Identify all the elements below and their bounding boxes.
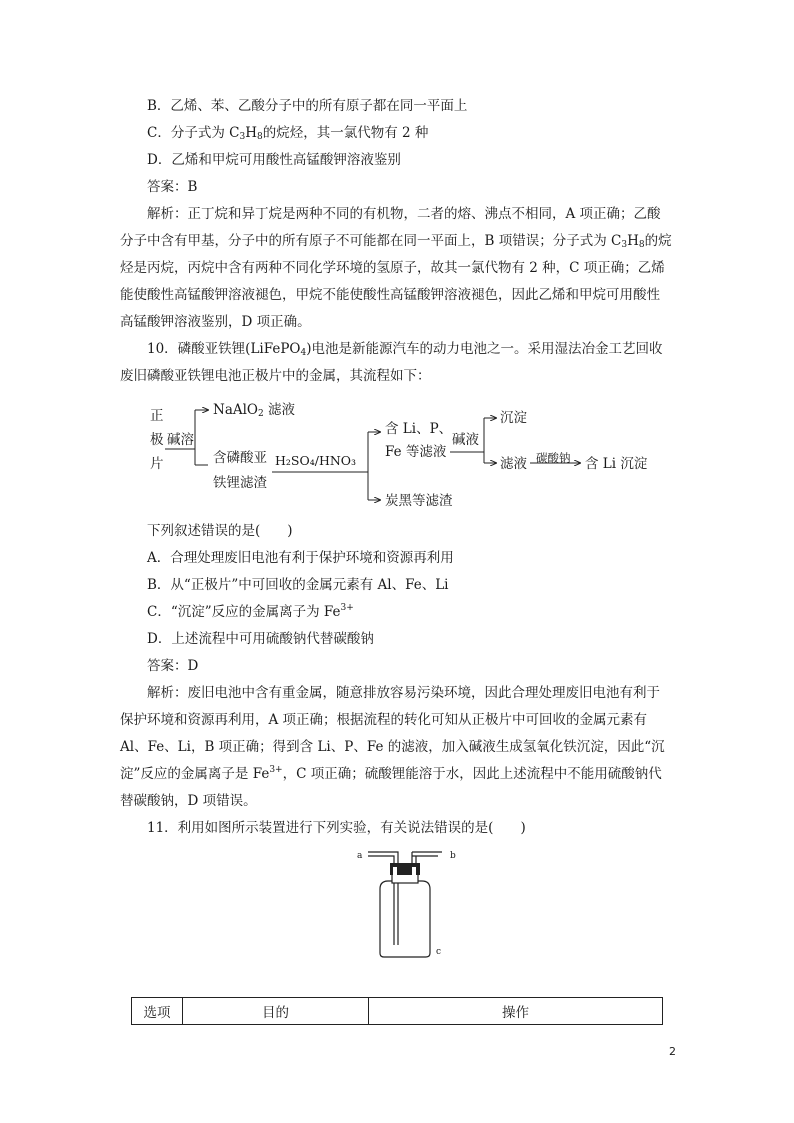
flow-reagent-acid: H₂SO₄/HNO₃ [275, 453, 357, 468]
flow-start-char1: 正 [150, 408, 164, 424]
gas-bottle-apparatus [350, 845, 460, 965]
q10-answer: 答案：D [147, 658, 199, 674]
analysis-q9-line1: 解析：正丁烷和异丁烷是两种不同的有机物，二者的熔、沸点不相同，A 项正确；乙酸 [147, 206, 661, 222]
flow-residue1-line2: 铁锂滤渣 [213, 475, 267, 491]
label-a: a [357, 851, 363, 861]
analysis-q9-line5: 高锰酸钾溶液鉴别，D 项正确。 [120, 314, 311, 330]
q10-analysis-line1: 解析：废旧电池中含有重金属，随意排放容易污染环境，因此合理处理废旧电池有利于 [147, 685, 660, 701]
q10-analysis-line2: 保护环境和资源再利用，A 项正确；根据流程的转化可知从正极片中可回收的金属元素有 [120, 712, 648, 728]
analysis-q9-line3: 烃是丙烷，丙烷中含有两种不同化学环境的氢原子，故其一氯代物有 2 种，C 项正确；乙烯 [120, 260, 665, 276]
q10-option-c: C．“沉淀”反应的金属离子为 $Fe^{3+}$ [147, 603, 354, 620]
label-c: c [436, 947, 442, 957]
options-table [131, 997, 663, 1025]
page-number: 2 [669, 1045, 676, 1058]
flow-filtrate2-line1: 含 Li、P、 [385, 421, 453, 437]
flow-reagent-base: 碱液 [452, 432, 479, 448]
option-d: D．乙烯和甲烷可用酸性高锰酸钾溶液鉴别 [147, 152, 401, 168]
flow-residue2: 炭黑等滤渣 [385, 493, 453, 509]
flow-final-product: 含 Li 沉淀 [585, 456, 648, 472]
flow-reagent-alkali: 碱溶 [167, 432, 194, 448]
q10-option-b: B．从“正极片”中可回收的金属元素有 Al、Fe、Li [147, 577, 449, 593]
label-b: b [450, 851, 456, 861]
answer-q9: 答案：B [147, 179, 198, 195]
table-header-purpose: 目的 [183, 998, 369, 1025]
bottle-body [380, 881, 430, 957]
flow-start-char2: 极 [150, 432, 164, 448]
analysis-q9-line2: 分子中含有甲基，分子中的所有原子不可能都在同一平面上，B 项错误；分子式为 $C_3H_8$的烷 [120, 233, 672, 250]
flow-filtrate2-line2: Fe 等滤液 [385, 444, 447, 460]
flow-reagent-na2co3: 碳酸钠 [536, 451, 571, 465]
q10-stem-line1: 10．磷酸亚铁锂(LiFePO$_4$)电池是新能源汽车的动力电池之一。采用湿法冶金工艺回收 [147, 341, 663, 358]
q10-option-a: A．合理处理废旧电池有利于保护环境和资源再利用 [147, 550, 454, 566]
q10-stem-line2: 废旧磷酸亚铁锂电池正极片中的金属，其流程如下： [120, 368, 431, 384]
analysis-q9-line4: 能使酸性高锰酸钾溶液褪色，甲烷不能使酸性高锰酸钾溶液褪色，因此乙烯和甲烷可用酸性 [120, 287, 660, 303]
option-c: C．分子式为 $C_3H_8$的烷烃，其一氯代物有 2 种 [147, 125, 429, 142]
table-header-operation: 操作 [369, 998, 663, 1025]
q10-analysis-line3: Al、Fe、Li，B 项正确；得到含 Li、P、Fe 的滤液，加入碱液生成氢氧化铁沉淀，因此“沉 [120, 739, 665, 755]
flow-filtrate3: 滤液 [500, 456, 527, 472]
table-header-option: 选项 [132, 998, 183, 1025]
flow-precipitate: 沉淀 [500, 410, 527, 426]
q10-option-d: D．上述流程中可用硫酸钠代替碳酸钠 [147, 631, 374, 647]
q10-analysis-line5: 替碳酸钠，D 项错误。 [120, 793, 257, 809]
flow-residue1-line1: 含磷酸亚 [213, 450, 267, 466]
option-b: B．乙烯、苯、乙酸分子中的所有原子都在同一平面上 [147, 98, 468, 114]
q10-question: 下列叙述错误的是( ) [147, 523, 293, 539]
q10-analysis-line4: 淀”反应的金属离子是 $Fe^{3+}$，C 项正确；硫酸锂能溶于水，因此上述流程中不能用硫酸钠代 [120, 765, 662, 782]
flow-product-naalo2: NaAlO$_2$ 滤液 [213, 402, 296, 419]
q11-stem: 11．利用如图所示装置进行下列实验，有关说法错误的是( ) [147, 820, 526, 836]
flow-start-char3: 片 [150, 456, 164, 472]
